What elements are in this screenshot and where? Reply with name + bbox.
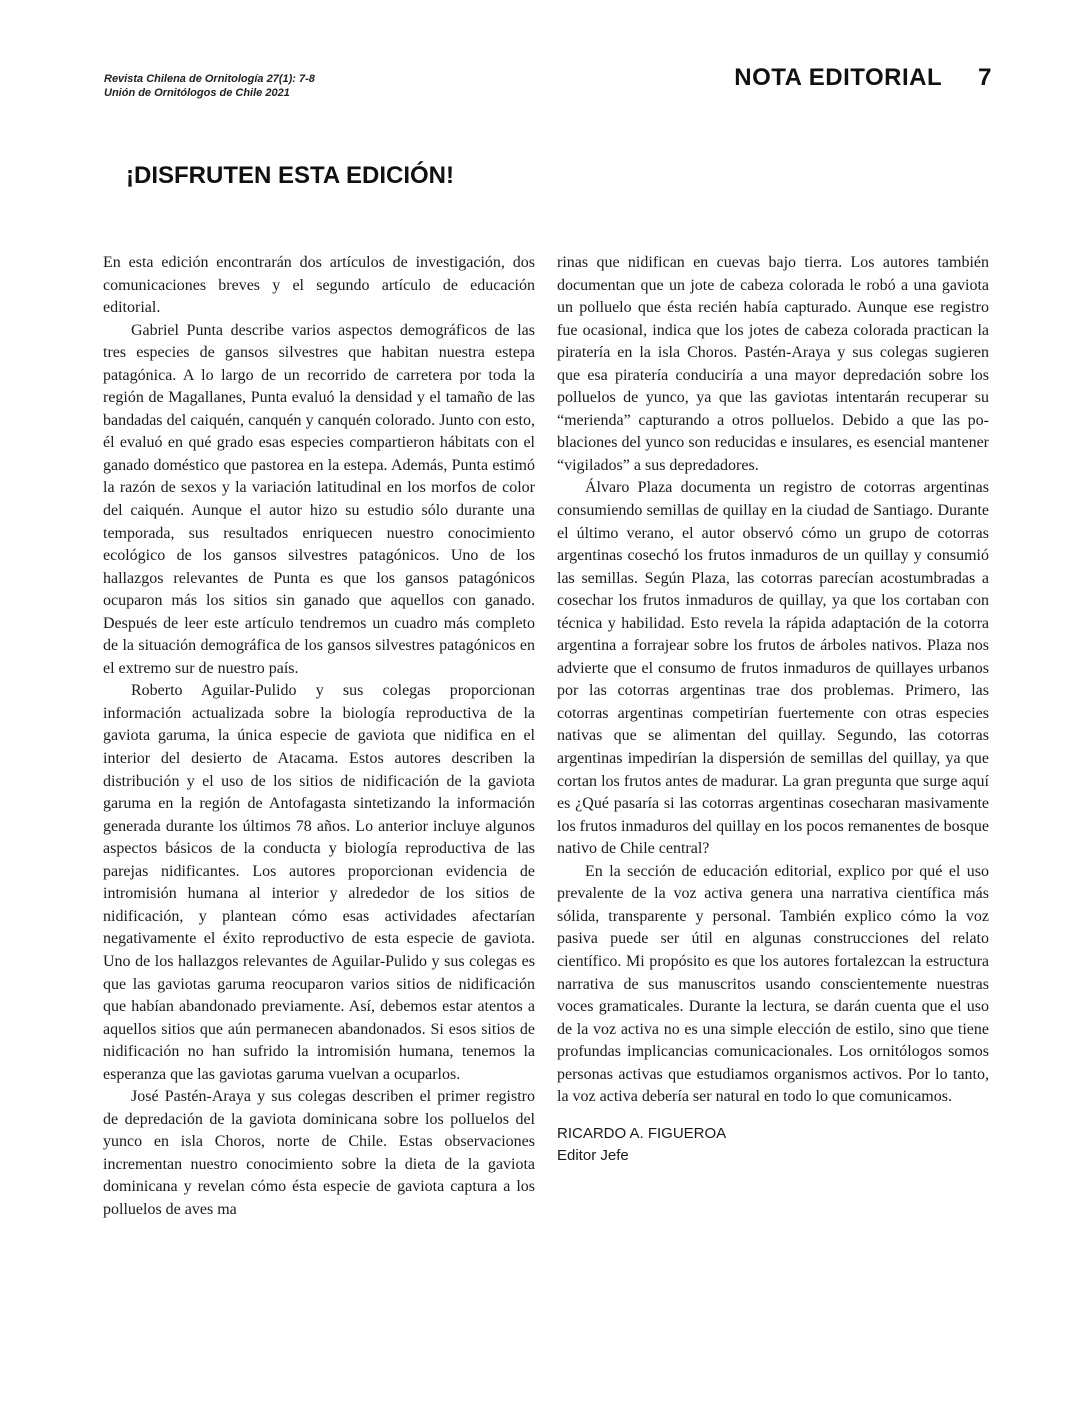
signature-block <box>557 1123 989 1167</box>
author-role: Editor Jefe <box>557 1146 629 1164</box>
page-number: 7 <box>978 64 992 91</box>
paragraph: José Pastén-Araya y sus colegas describen el primer registro de depredación de la gaviota dominicana sobre los polluelos del yunco en isla Choros, norte de Chile. Estas observaciones incrementan nuestro conocimiento sobre la dieta de la gaviota dominicana y revelan cómo ésta especie de gaviota captura a los polluelos de aves ma <box>103 1088 535 1218</box>
right-column <box>557 252 989 1167</box>
paragraph: En esta edición encontrarán dos artículos de investigación, dos comunicaciones breves y el segundo artículo de educación editorial. <box>103 254 535 317</box>
author-name: RICARDO A. FIGUEROA <box>557 1124 727 1142</box>
paragraph: rinas que nidifican en cuevas bajo tierra. Los autores también documentan que un jote de cabeza colorada le robó a una gaviota un polluelo que ésta recién había capturado. Aunque ese registro fue ocasional, indica que los jotes de cabeza colorada practican la piratería en la isla Choros. Pastén-Araya y sus colegas sugieren que esa piratería conduciría a una mayor depredación sobre los polluelos de yunco, ya que las gaviotas intentarán recuperar su “merienda” capturando a otros polluelos. Debido a que las poblaciones del yunco son reducidas e insulares, es esencial mantener “vigilados” a sus depredadores. <box>557 254 989 474</box>
paragraph: Gabriel Punta describe varios aspectos demográficos de las tres especies de gansos silvestres que habitan nuestra estepa patagónica. A lo largo de un recorrido de carretera por toda la región de Magallanes, Punta evaluó la densidad y el tamaño de las bandadas del caiquén, canquén y canquén colorado. Junto con esto, él evaluó en qué grado esas especies compartieron hábitats con el ganado doméstico que pastorea en la estepa. Además, Punta estimó la razón de sexos y la variación latitudinal en los morfos de color del caiquén. Aunque el autor hizo su estudio sólo durante una temporada, sus resultados enriquecen nuestro conocimiento ecológico de los gansos silvestres patagónicos. Uno de los hallazgos relevantes de Punta es que los gansos patagónicos ocuparon más los sitios sin ganado que aquellos con ganado. Después de leer este artículo tendremos un cuadro más completo de la situación demográfica de los gansos silvestres patagónicos en el extremo sur de nuestro país. <box>103 321 535 677</box>
left-column <box>103 252 535 1222</box>
journal-citation-line-1: Revista Chilena de Ornitología 27(1): 7-8 <box>104 73 315 85</box>
journal-citation <box>104 72 315 100</box>
paragraph: Álvaro Plaza documenta un registro de cotorras argentinas consumiendo semillas de quillay en la ciudad de Santiago. Durante el último verano, el autor observó cómo un grupo de cotorras argentinas cosechó los frutos inmaduros de un quillay y consumió las semillas. Según Plaza, las cotorras parecían acostumbradas a cosechar los frutos inmaduros de quillay, ya que los cortaban con técnica y habilidad. Esto revela la rápida adaptación de la cotorra argentina a forrajear sobre los frutos de árboles nativos. Plaza nos advierte que el consumo de frutos inmaduros de quillayes urbanos por las cotorras argentinas trae dos problemas. Primero, las cotorras argentinas competirían fuertemente con otras especies nativas que se alimentan del quillay. Segundo, las cotorras argentinas impedirían la dispersión de semillas del quillay, ya que cortan los frutos antes de madurar. La gran pregunta que surge aquí es ¿Qué pasaría si las cotorras argentinas cosecharan masivamente los frutos inmaduros del quillay en los pocos remanentes de bosque nativo de Chile central? <box>557 479 989 858</box>
running-header <box>734 64 992 92</box>
paragraph: En la sección de educación editorial, explico por qué el uso prevalente de la voz activa genera una narrativa científica más sólida, transparente y personal. También explico cómo la voz pasiva puede ser útil en algunas construcciones del relato científico. Mi propósito es que los autores fortalezcan la estructura narrativa de sus manuscritos usando conscientemente nuestras voces gramaticales. Durante la lectura, se darán cuenta que el uso de la voz activa no es una simple elección de estilo, sino que tiene profundas implicancias comunicacionales. Los ornitólogos somos personas activas que estudiamos organismos activos. Por lo tanto, la voz activa debería ser natural en todo lo que comunicamos. <box>557 862 989 1106</box>
editorial-title: ¡DISFRUTEN ESTA EDICIÓN! <box>126 162 454 189</box>
journal-citation-line-2: Unión de Ornitólogos de Chile 2021 <box>104 87 290 99</box>
section-label: NOTA EDITORIAL <box>734 64 943 91</box>
paragraph: Roberto Aguilar-Pulido y sus colegas proporcionan información actualizada sobre la biología reproductiva de la gaviota garuma, la única especie de gaviota que nidifica en el interior del desierto de Atacama. Estos autores describen la distribución y el uso de los sitios de nidificación de la gaviota garuma en la región de Antofagasta sintetizando la información generada durante los últimos 78 años. Lo anterior incluye algunos aspectos básicos de la conducta y biología reproductiva de las parejas nidificantes. Los autores proporcionan evidencia de intromisión humana al interior y alrededor de los sitios de nidificación, y plantean cómo esas actividades afectarían negativamente el éxito reproductivo de esta especie de gaviota. Uno de los hallazgos relevantes de Aguilar-Pulido y sus colegas es que las gaviotas garuma reocuparon varios sitios de nidificación que habían abandonado previamente. Así, debemos estar atentos a aquellos sitios que aún permanecen abandonados. Si esos sitios de nidificación no han sufrido la intromisión humana, tenemos la esperanza que las gaviotas garuma vuelvan a ocuparlos. <box>103 682 535 1083</box>
